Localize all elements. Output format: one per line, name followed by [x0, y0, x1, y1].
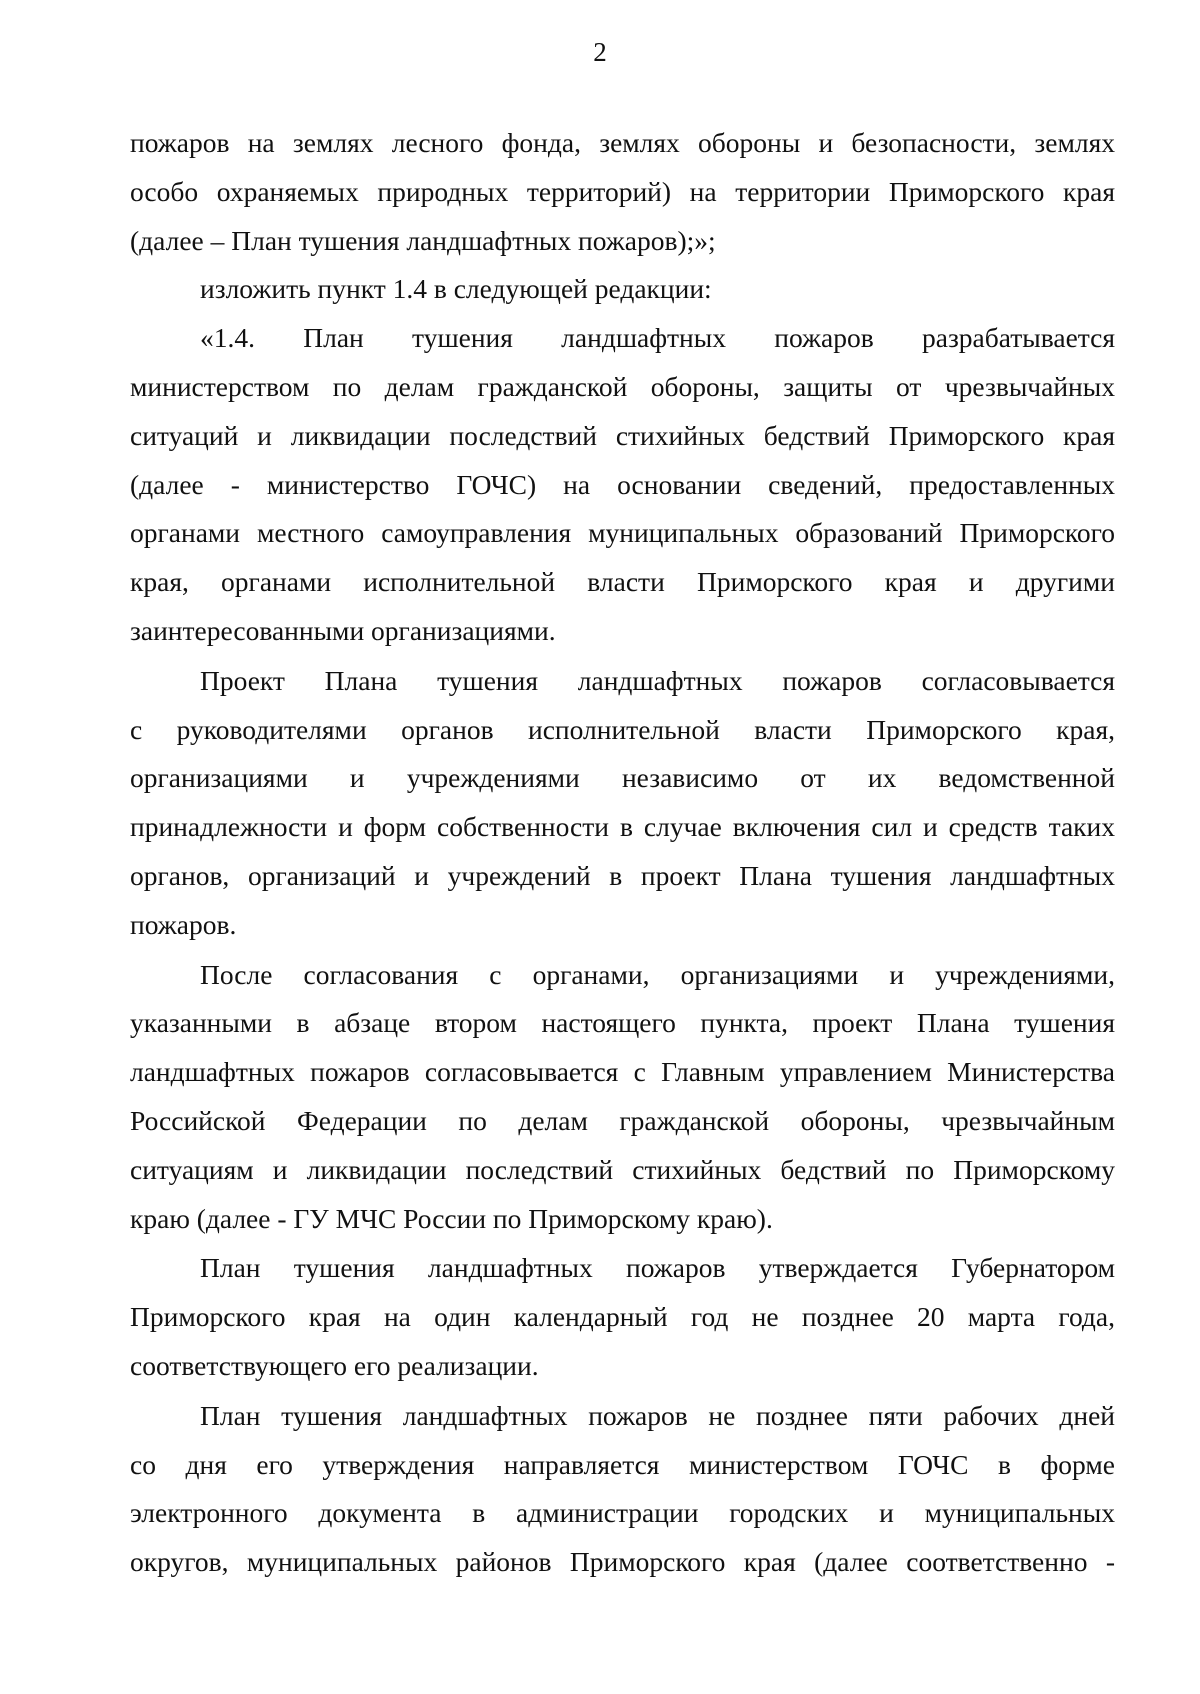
text-line: ситуаций и ликвидации последствий стихийных бедствий Приморского края [130, 419, 1115, 451]
paragraph-project-approval [130, 657, 1115, 950]
text-line: План тушения ландшафтных пожаров не позднее пяти рабочих дней [200, 1399, 1115, 1431]
text-line: Проект Плана тушения ландшафтных пожаров согласовывается [200, 664, 1115, 696]
text-line: ситуациям и ликвидации последствий стихийных бедствий по Приморскому [130, 1153, 1115, 1185]
text-line: организациями и учреждениями независимо от их ведомственной [130, 762, 1115, 794]
text-line: министерством по делам гражданской обороны, защиты от чрезвычайных [130, 370, 1115, 402]
text-line: органов, организаций и учреждений в проект Плана тушения ландшафтных [130, 859, 1115, 891]
text-line: соответствующего его реализации. [130, 1349, 539, 1381]
paragraph-amendment-instruction [130, 265, 1115, 314]
text-line: заинтересованными организациями. [130, 614, 556, 646]
text-line: округов, муниципальных районов Приморского края (далее соответственно - [130, 1546, 1115, 1578]
paragraph-clause-1-4 [130, 314, 1115, 656]
text-line: После согласования с органами, организациями и учреждениями, [200, 958, 1115, 990]
text-line: принадлежности и форм собственности в случае включения сил и средств таких [130, 811, 1115, 843]
page-number: 2 [593, 37, 607, 67]
text-line: с руководителями органов исполнительной власти Приморского края, [130, 713, 1115, 745]
text-line: (далее - министерство ГОЧС) на основании сведений, предоставленных [130, 468, 1115, 500]
text-line: края, органами исполнительной власти Приморского края и другими [130, 566, 1115, 598]
text-line: со дня его утверждения направляется министерством ГОЧС в форме [130, 1448, 1115, 1480]
text-line: органами местного самоуправления муниципальных образований Приморского [130, 517, 1115, 549]
text-line: «1.4. План тушения ландшафтных пожаров разрабатывается [200, 322, 1115, 354]
text-line: Российской Федерации по делам гражданской обороны, чрезвычайным [130, 1104, 1115, 1136]
text-line: План тушения ландшафтных пожаров утверждается Губернатором [200, 1252, 1115, 1284]
paragraph-after-approval [130, 951, 1115, 1244]
text-line: особо охраняемых природных территорий) на территории Приморского края [130, 175, 1115, 207]
text-line: краю (далее - ГУ МЧС России по Приморскому краю). [130, 1202, 773, 1234]
text-line: указанными в абзаце втором настоящего пункта, проект Плана тушения [130, 1007, 1115, 1039]
text-line: пожаров. [130, 908, 237, 940]
text-line: изложить пункт 1.4 в следующей редакции: [200, 273, 712, 305]
document-body [130, 119, 1115, 1587]
text-line: электронного документа в администрации городских и муниципальных [130, 1497, 1115, 1529]
text-line: ландшафтных пожаров согласовывается с Главным управлением Министерства [130, 1056, 1115, 1088]
text-line: пожаров на землях лесного фонда, землях обороны и безопасности, землях [130, 127, 1115, 158]
paragraph-continuation [130, 119, 1115, 265]
text-line: (далее – План тушения ландшафтных пожаров);»; [130, 224, 716, 256]
paragraph-distribution [130, 1392, 1115, 1587]
text-line: Приморского края на один календарный год не позднее 20 марта года, [130, 1301, 1115, 1333]
paragraph-governor-approval [130, 1244, 1115, 1390]
